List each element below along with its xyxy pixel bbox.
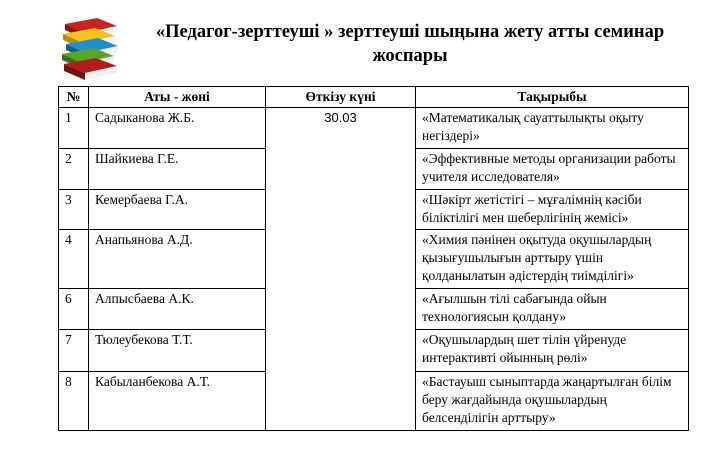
header-num: № <box>59 87 89 108</box>
page-title: «Педагог-зерттеуші » зерттеуші шыңына жету атты семинар жоспары <box>155 22 665 66</box>
row-topic: «Шәкірт жетістігі – мұғалімнің кәсіби біліктілігі мен шеберлігінің жемісі» <box>416 190 689 230</box>
row-name: Шайкиева Г.Е. <box>89 149 266 190</box>
seminar-date: 30.03 <box>266 108 416 431</box>
header-date: Өткізу күні <box>266 87 416 108</box>
row-topic: «Математикалық сауаттылықты оқыту негіздері» <box>416 108 689 149</box>
row-num: 7 <box>59 330 89 372</box>
row-topic: «Химия пәнінен оқытуда оқушылардың қызығушылығын арттыру үшін қолданылатын әдістердің тиімділігі» <box>416 230 689 289</box>
row-topic: «Бастауыш сыныптарда жаңартылған білім беру жағдайында оқушылардың белсенділігін арттыру» <box>416 372 689 431</box>
row-name: Кабыланбекова А.Т. <box>89 372 266 431</box>
row-name: Садыканова Ж.Б. <box>89 108 266 149</box>
row-num: 3 <box>59 190 89 230</box>
row-name: Тюлеубекова Т.Т. <box>89 330 266 372</box>
row-num: 4 <box>59 230 89 289</box>
row-topic: «Эффективные методы организации работы учителя исследователя» <box>416 149 689 190</box>
table-header-row <box>59 87 689 108</box>
header-topic: Тақырыбы <box>416 87 689 108</box>
row-topic: «Ағылшын тілі сабағында ойын технологиясын қолдану» <box>416 289 689 330</box>
row-num: 6 <box>59 289 89 330</box>
row-name: Анапьянова А.Д. <box>89 230 266 289</box>
row-num: 1 <box>59 108 89 149</box>
header-name: Аты - жөні <box>89 87 266 108</box>
seminar-plan-table <box>58 86 689 431</box>
books-stack-icon <box>57 14 123 82</box>
table-row <box>59 108 689 149</box>
row-name: Кемербаева Г.А. <box>89 190 266 230</box>
row-num: 2 <box>59 149 89 190</box>
row-topic: «Оқушылардың шет тілін үйренуде интерактивті ойынның рөлі» <box>416 330 689 372</box>
row-num: 8 <box>59 372 89 431</box>
row-name: Алпысбаева А.К. <box>89 289 266 330</box>
